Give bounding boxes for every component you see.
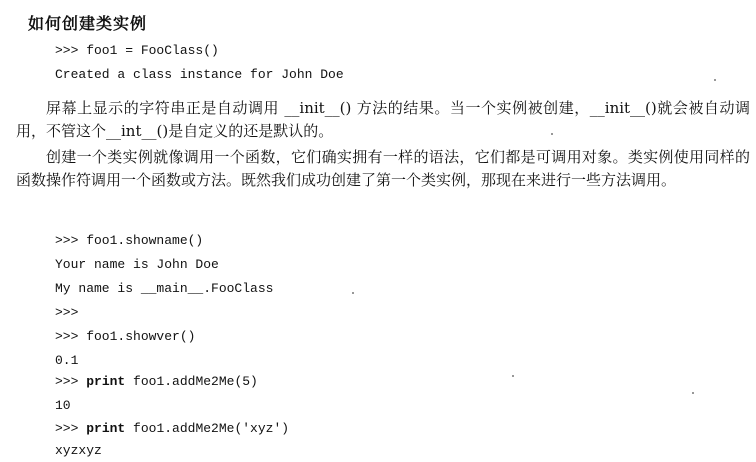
scan-speck <box>352 292 354 294</box>
code-line: >>> foo1.showname() <box>55 233 204 248</box>
prompt: >>> <box>55 374 87 389</box>
code-text: foo1.addMe2Me(5) <box>125 374 258 389</box>
code-line: >>> <box>55 305 79 320</box>
code-line <box>55 421 289 436</box>
code-output: 0.1 <box>55 353 79 368</box>
scan-speck <box>714 79 716 81</box>
code-output: Your name is John Doe <box>55 257 219 272</box>
paragraph-instance-call: 创建一个类实例就像调用一个函数，它们确实拥有一样的语法，它们都是可调用对象。类实例使用同样的函数操作符调用一个函数或方法。既然我们成功创建了第一个类实例，那现在来进行一些方法调用。 <box>16 148 750 189</box>
section-heading: 如何创建类实例 <box>28 14 148 33</box>
code-output: xyzxyz <box>55 443 102 458</box>
code-line <box>55 374 258 389</box>
code-output: Created a class instance for John Doe <box>55 67 344 82</box>
print-keyword: print <box>86 374 126 389</box>
code-output: 10 <box>55 398 71 413</box>
scan-speck <box>512 375 514 377</box>
code-text: foo1.addMe2Me('xyz') <box>125 421 290 436</box>
paragraph-init-explanation: 屏幕上显示的字符串正是自动调用 __init__() 方法的结果。当一个实例被创建，__init__()就会被自动调用，不管这个__int__()是自定义的还是默认的。 <box>16 99 750 140</box>
code-line: >>> foo1.showver() <box>55 329 196 344</box>
code-line: >>> foo1 = FooClass() <box>55 43 219 58</box>
print-keyword: print <box>86 421 126 436</box>
scan-speck <box>551 133 553 135</box>
code-output: My name is __main__.FooClass <box>55 281 274 296</box>
scan-speck <box>692 392 694 394</box>
prompt: >>> <box>55 421 87 436</box>
